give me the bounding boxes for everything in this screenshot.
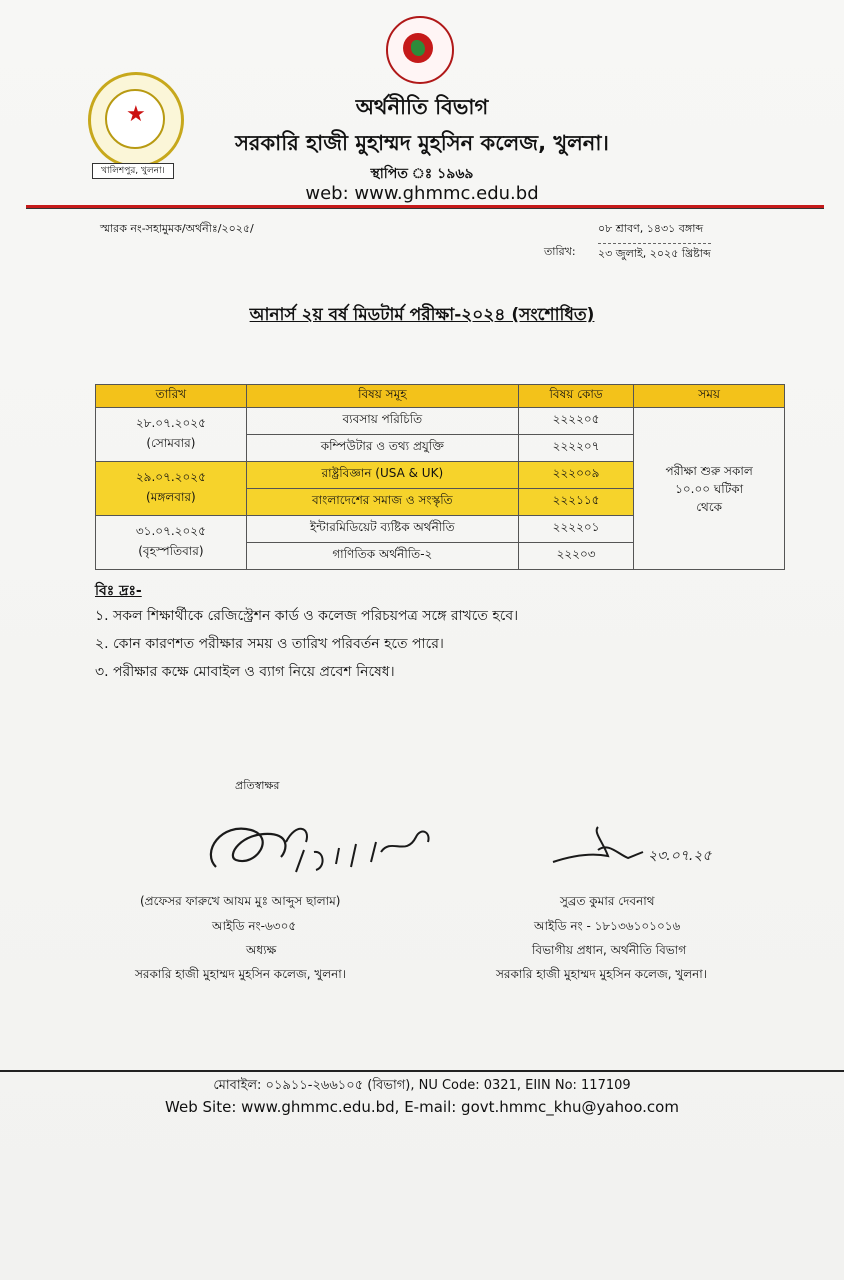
date-cell xyxy=(96,462,247,516)
exam-day: (সোমবার) xyxy=(146,435,196,450)
head-signature xyxy=(548,822,738,872)
principal-institution: সরকারি হাজী মুহাম্মদ মুহসিন কলেজ, খুলনা। xyxy=(135,967,347,981)
head-institution: সরকারি হাজী মুহাম্মদ মুহসিন কলেজ, খুলনা। xyxy=(496,967,708,981)
subject-cell: ব্যবসায় পরিচিতি xyxy=(246,408,518,435)
date-label: তারিখ: xyxy=(544,245,576,258)
government-seal xyxy=(386,16,454,84)
table-header-row xyxy=(96,385,785,408)
subject-cell: ইন্টারমিডিয়েট ব্যষ্টিক অর্থনীতি xyxy=(246,516,518,543)
subject-cell: বাংলাদেশের সমাজ ও সংস্কৃতি xyxy=(246,489,518,516)
footer-divider xyxy=(0,1070,844,1072)
seal-sun-icon xyxy=(403,33,433,63)
time-line-1: পরীক্ষা শুরু সকাল xyxy=(665,463,753,478)
principal-name: (প্রফেসর ফারুখে আযম মুঃ আব্দুস ছালাম) xyxy=(140,894,341,908)
header-divider-black xyxy=(26,208,824,209)
handwritten-date: ২৩.০৭.২৫ xyxy=(648,848,712,864)
seal-map-icon xyxy=(411,40,425,56)
exam-day: (বৃহস্পতিবার) xyxy=(138,543,204,558)
code-cell: ২২২২০১ xyxy=(518,516,633,543)
header-date: তারিখ xyxy=(96,385,247,408)
note-item: ১. সকল শিক্ষার্থীকে রেজিস্ট্রেশন কার্ড ও কলেজ পরিচয়পত্র সঙ্গে রাখতে হবে। xyxy=(95,608,519,624)
head-id: আইডি নং - ১৮১৩৬১০১০১৬ xyxy=(534,919,681,933)
date-cell xyxy=(96,408,247,462)
time-line-3: থেকে xyxy=(696,499,723,514)
exam-date: ২৮.০৭.২০২৫ xyxy=(135,415,206,430)
head-title: বিভাগীয় প্রধান, অর্থনীতি বিভাগ xyxy=(532,943,687,957)
note-item: ২. কোন কারণশত পরীক্ষার সময় ও তারিখ পরিবর্তন হতে পারে। xyxy=(95,636,444,652)
principal-id: আইডি নং-৬৩০৫ xyxy=(212,919,297,933)
exam-date: ২৯.০৭.২০২৫ xyxy=(135,469,206,484)
code-cell: ২২২০০৯ xyxy=(518,462,633,489)
exam-schedule-table xyxy=(95,384,785,570)
principal-title: অধ্যক্ষ xyxy=(246,943,277,957)
time-line-2: ১০.০০ ঘটিকা xyxy=(675,481,744,496)
memo-reference: স্মারক নং-সহামুমক/অর্থনীঃ/২০২৫/ xyxy=(100,222,254,235)
established-year: স্থাপিত ঃ ১৯৬৯ xyxy=(370,166,474,182)
code-cell: ২২২১১৫ xyxy=(518,489,633,516)
date-cell xyxy=(96,516,247,570)
code-cell: ২২২২০৭ xyxy=(518,435,633,462)
exam-date: ৩১.০৭.২০২৫ xyxy=(135,523,206,538)
date-bangla: ০৮ শ্রাবণ, ১৪৩১ বঙ্গাব্দ xyxy=(598,222,704,235)
time-cell xyxy=(634,408,785,570)
exam-title-text: আনার্স ২য় বর্ষ মিডটার্ম পরীক্ষা-২০২৪ (সংশোধিত) xyxy=(249,305,595,325)
exam-title xyxy=(0,302,844,330)
subject-cell: রাষ্ট্রবিজ্ঞান (USA & UK) xyxy=(246,462,518,489)
footer-contact: মোবাইল: ০১৯১১-২৬৬১০৫ (বিভাগ), NU Code: 0321, EIIN No: 117109 xyxy=(213,1078,631,1093)
date-english: ২৩ জুলাই, ২০২৫ খ্রিষ্টাব্দ xyxy=(598,243,711,264)
star-icon: ★ xyxy=(126,102,146,127)
table-row xyxy=(96,408,785,435)
notes-title: বিঃ দ্রঃ- xyxy=(95,583,142,599)
head-name: সুব্রত কুমার দেবনাথ xyxy=(560,894,655,908)
logo-caption: খালিশপুর, খুলনা। xyxy=(92,163,174,179)
note-item: ৩. পরীক্ষার কক্ষে মোবাইল ও ব্যাগ নিয়ে প্রবেশ নিষেধ। xyxy=(95,664,395,680)
code-cell: ২২২০৩ xyxy=(518,543,633,570)
exam-day: (মঙ্গলবার) xyxy=(146,489,196,504)
code-cell: ২২২২০৫ xyxy=(518,408,633,435)
header-subject: বিষয় সমূহ xyxy=(246,385,518,408)
header-time: সময় xyxy=(634,385,785,408)
college-name: সরকারি হাজী মুহাম্মদ মুহসিন কলেজ, খুলনা। xyxy=(235,131,609,155)
subject-cell: গাণিতিক অর্থনীতি-২ xyxy=(246,543,518,570)
header-code: বিষয় কোড xyxy=(518,385,633,408)
subject-cell: কম্পিউটার ও তথ্য প্রযুক্তি xyxy=(246,435,518,462)
footer-web-email[interactable]: Web Site: www.ghmmc.edu.bd, E-mail: govt.hmmc_khu@yahoo.com xyxy=(165,1098,679,1116)
countersign-label: প্রতিস্বাক্ষর xyxy=(235,779,280,792)
website-link[interactable]: web: www.ghmmc.edu.bd xyxy=(305,183,539,204)
principal-signature xyxy=(196,812,446,884)
department-name: অর্থনীতি বিভাগ xyxy=(355,95,489,119)
